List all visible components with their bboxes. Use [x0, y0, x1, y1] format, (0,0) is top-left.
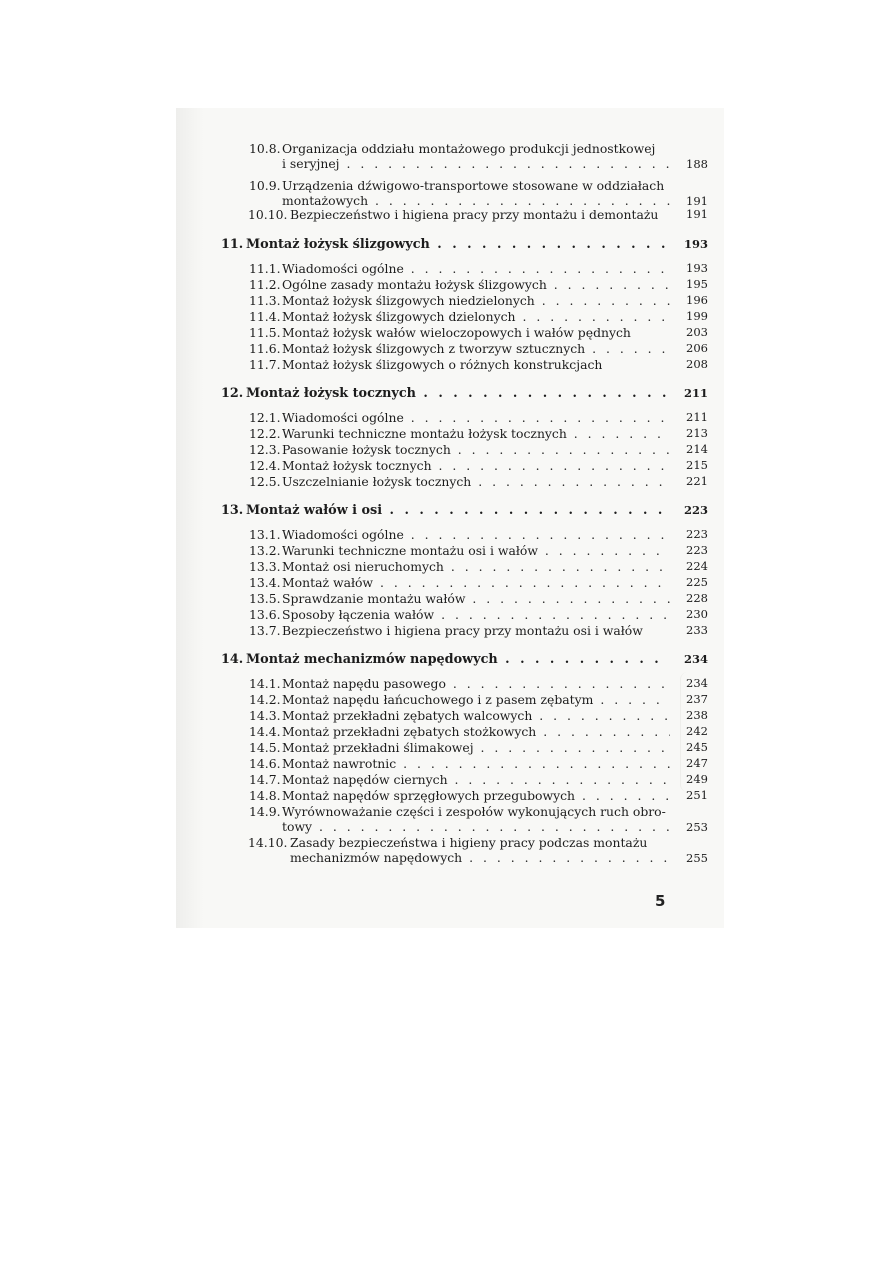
toc-entry-number: 14. — [221, 652, 244, 667]
toc-entry-title-line: Montaż łożysk ślizgowych niedzielonych . . . — [282, 293, 670, 308]
toc-entry-page-number: 230 — [686, 607, 708, 621]
page-folio-number: 5 — [655, 892, 666, 910]
toc-entry-title-line: Montaż napędu łańcuchowego i z pasem zębatym . . . — [282, 692, 670, 707]
toc-entry-page-number: 238 — [686, 708, 708, 722]
toc-entry-title-line: Montaż nawrotnic . . . — [282, 756, 670, 771]
toc-entry-title — [246, 386, 670, 401]
toc-entry-title-line: Bezpieczeństwo i higiena pracy przy montażu i demontażu — [290, 207, 659, 222]
page-smudge — [680, 672, 695, 792]
toc-entry-number: 13.2. — [249, 543, 281, 558]
toc-entry-title — [282, 724, 670, 739]
toc-entry-title-line: Montaż łożysk ślizgowych o różnych konstrukcjach — [282, 357, 603, 372]
toc-entry-number: 11.3. — [249, 293, 281, 308]
toc-entry-title-line: Montaż wałów i osi . . . — [246, 503, 670, 518]
toc-entry-title-line: Wiadomości ogólne . . . — [282, 527, 670, 542]
toc-entry-page-number: 223 — [686, 527, 708, 541]
toc-entry-title — [282, 293, 670, 308]
toc-entry-title — [282, 559, 670, 574]
toc-entry-title-line: Zasady bezpieczeństwa i higieny pracy podczas montażu — [290, 835, 648, 850]
toc-entry-title-line: Montaż osi nieruchomych . . . — [282, 559, 670, 574]
toc-entry-title — [282, 277, 670, 292]
toc-entry-number: 10.10. — [248, 207, 288, 222]
toc-entry-number: 14.10. — [248, 835, 288, 850]
toc-entry-number: 14.2. — [249, 692, 281, 707]
toc-entry-title-line: Montaż napędów ciernych . . . — [282, 772, 670, 787]
toc-entry-title-line: towy . . . — [282, 819, 670, 834]
toc-entry-page-number: 247 — [686, 756, 708, 770]
toc-entry-title-line: Montaż łożysk wałów wieloczopowych i wałów pędnych — [282, 325, 631, 340]
toc-entry-number: 11.7. — [249, 357, 281, 372]
toc-entry-number: 14.3. — [249, 708, 281, 723]
toc-entry-page-number: 249 — [686, 772, 708, 786]
toc-entry-page-number: 233 — [686, 623, 708, 637]
toc-entry-page-number: 221 — [686, 474, 708, 488]
toc-entry-title-line: Wyrównoważanie części i zespołów wykonujących ruch obro- — [282, 804, 666, 819]
toc-entry-title — [282, 708, 670, 723]
toc-entry-page-number: 245 — [686, 740, 708, 754]
toc-entry-title — [282, 692, 670, 707]
toc-entry-title-line: Montaż mechanizmów napędowych . . . — [246, 652, 670, 667]
toc-entry-page-number: 234 — [686, 676, 708, 690]
toc-entry-number: 13.5. — [249, 591, 281, 606]
toc-entry-title — [290, 835, 670, 865]
toc-entry-title-line: Montaż łożysk tocznych . . . — [282, 458, 670, 473]
toc-entry-title — [282, 426, 670, 441]
toc-entry-page-number: 234 — [683, 652, 708, 666]
toc-entry-title-line: Ogólne zasady montażu łożysk ślizgowych . . . — [282, 277, 670, 292]
toc-entry-number: 14.4. — [249, 724, 281, 739]
toc-entry-title-line: Montaż przekładni zębatych walcowych . . . — [282, 708, 670, 723]
toc-entry-title — [282, 527, 670, 542]
toc-entry-page-number: 193 — [683, 237, 708, 251]
toc-entry-number: 14.6. — [249, 756, 281, 771]
toc-entry-number: 14.1. — [249, 676, 281, 691]
toc-entry-title — [282, 804, 670, 834]
toc-entry-number: 11. — [221, 237, 244, 252]
toc-entry-page-number: 193 — [686, 261, 708, 275]
toc-entry-title-line: Organizacja oddziału montażowego produkcji jednostkowej — [282, 141, 656, 156]
toc-entry-title-line: montażowych . . . — [282, 193, 670, 208]
toc-entry-number: 14.8. — [249, 788, 281, 803]
toc-entry-page-number: 225 — [686, 575, 708, 589]
toc-entry-page-number: 223 — [683, 503, 708, 517]
toc-entry-page-number: 199 — [686, 309, 708, 323]
toc-entry-page-number: 215 — [686, 458, 708, 472]
toc-entry-title — [282, 178, 670, 208]
toc-entry-title-line: Pasowanie łożysk tocznych . . . — [282, 442, 670, 457]
toc-entry-number: 13.6. — [249, 607, 281, 622]
toc-entry-title-line: Montaż łożysk ślizgowych z tworzyw sztucznych . . . — [282, 341, 670, 356]
toc-entry-page-number: 188 — [686, 157, 708, 171]
book-page — [176, 108, 724, 928]
toc-entry-number: 11.6. — [249, 341, 281, 356]
toc-entry-number: 12.2. — [249, 426, 281, 441]
toc-entry-page-number: 214 — [686, 442, 708, 456]
toc-entry-title-line: Warunki techniczne montażu łożysk tocznych . . . — [282, 426, 670, 441]
toc-entry-page-number: 211 — [686, 410, 708, 424]
toc-entry-title — [282, 607, 670, 622]
toc-entry-page-number: 208 — [686, 357, 708, 371]
toc-entry-title — [282, 309, 670, 324]
toc-entry-title-line: Montaż napędu pasowego . . . — [282, 676, 670, 691]
toc-entry-title — [282, 788, 670, 803]
toc-entry-title-line: Montaż napędów sprzęgłowych przegubowych . . . — [282, 788, 670, 803]
toc-entry-number: 12.4. — [249, 458, 281, 473]
toc-entry-number: 11.5. — [249, 325, 281, 340]
toc-entry-title — [246, 652, 670, 667]
toc-entry-page-number: 213 — [686, 426, 708, 440]
toc-entry-title — [282, 141, 670, 171]
toc-entry-number: 13. — [221, 503, 244, 518]
toc-entry-title-line: Bezpieczeństwo i higiena pracy przy montażu osi i wałów — [282, 623, 643, 638]
toc-entry-title — [282, 591, 670, 606]
toc-entry-number: 12.3. — [249, 442, 281, 457]
toc-entry-title-line: Warunki techniczne montażu osi i wałów . . . — [282, 543, 670, 558]
toc-entry-title — [282, 575, 670, 590]
toc-entry-page-number: 191 — [686, 194, 708, 208]
toc-entry-title — [246, 503, 670, 518]
toc-entry-title — [282, 756, 670, 771]
toc-entry-page-number: 195 — [686, 277, 708, 291]
toc-entry-title-line: Montaż przekładni ślimakowej . . . — [282, 740, 670, 755]
toc-entry-title — [282, 474, 670, 489]
page-shadow-edge — [176, 108, 204, 928]
toc-entry-title — [282, 623, 670, 638]
toc-entry-number: 14.5. — [249, 740, 281, 755]
toc-entry-page-number: 211 — [683, 386, 708, 400]
toc-entry-title-line: Wiadomości ogólne . . . — [282, 410, 670, 425]
toc-entry-title-line: Montaż przekładni zębatych stożkowych . . . — [282, 724, 670, 739]
toc-entry-number: 10.9. — [249, 178, 281, 193]
toc-entry-number: 11.2. — [249, 277, 281, 292]
toc-entry-title-line: mechanizmów napędowych . . . — [290, 850, 670, 865]
toc-entry-title — [282, 458, 670, 473]
toc-entry-title — [282, 325, 670, 340]
toc-entry-title — [282, 442, 670, 457]
toc-entry-page-number: 223 — [686, 543, 708, 557]
toc-entry-number: 10.8. — [249, 141, 281, 156]
toc-entry-page-number: 251 — [686, 788, 708, 802]
toc-entry-title-line: Montaż łożysk ślizgowych . . . — [246, 237, 670, 252]
toc-entry-number: 12. — [221, 386, 244, 401]
toc-entry-page-number: 237 — [686, 692, 708, 706]
toc-entry-number: 13.7. — [249, 623, 281, 638]
toc-entry-page-number: 206 — [686, 341, 708, 355]
toc-entry-page-number: 203 — [686, 325, 708, 339]
toc-entry-title — [282, 740, 670, 755]
toc-entry-number: 13.4. — [249, 575, 281, 590]
toc-entry-title — [282, 410, 670, 425]
toc-entry-number: 11.4. — [249, 309, 281, 324]
toc-entry-number: 11.1. — [249, 261, 281, 276]
toc-entry-title-line: Urządzenia dźwigowo-transportowe stosowane w oddziałach — [282, 178, 665, 193]
toc-entry-title-line: Sposoby łączenia wałów . . . — [282, 607, 670, 622]
toc-entry-title-line: Uszczelnianie łożysk tocznych . . . — [282, 474, 670, 489]
toc-entry-title — [282, 543, 670, 558]
toc-entry-number: 14.7. — [249, 772, 281, 787]
toc-entry-page-number: 196 — [686, 293, 708, 307]
toc-entry-number: 13.3. — [249, 559, 281, 574]
toc-entry-page-number: 228 — [686, 591, 708, 605]
toc-entry-number: 13.1. — [249, 527, 281, 542]
toc-entry-title — [282, 261, 670, 276]
toc-entry-title — [246, 237, 670, 252]
toc-entry-title-line: Wiadomości ogólne . . . — [282, 261, 670, 276]
toc-entry-title — [282, 676, 670, 691]
toc-entry-title-line: Montaż łożysk ślizgowych dzielonych . . . — [282, 309, 670, 324]
toc-entry-page-number: 224 — [686, 559, 708, 573]
toc-entry-number: 12.5. — [249, 474, 281, 489]
toc-entry-page-number: 191 — [686, 207, 708, 221]
toc-entry-title-line: Sprawdzanie montażu wałów . . . — [282, 591, 670, 606]
toc-entry-title — [282, 341, 670, 356]
toc-entry-title-line: i seryjnej . . . — [282, 156, 670, 171]
toc-entry-number: 12.1. — [249, 410, 281, 425]
toc-entry-title — [282, 357, 670, 372]
toc-entry-title-line: Montaż wałów . . . — [282, 575, 670, 590]
toc-entry-title — [282, 772, 670, 787]
toc-entry-page-number: 253 — [686, 820, 708, 834]
toc-entry-title — [290, 207, 670, 222]
toc-entry-page-number: 242 — [686, 724, 708, 738]
toc-entry-page-number: 255 — [686, 851, 708, 865]
toc-entry-number: 14.9. — [249, 804, 281, 819]
toc-entry-title-line: Montaż łożysk tocznych . . . — [246, 386, 670, 401]
